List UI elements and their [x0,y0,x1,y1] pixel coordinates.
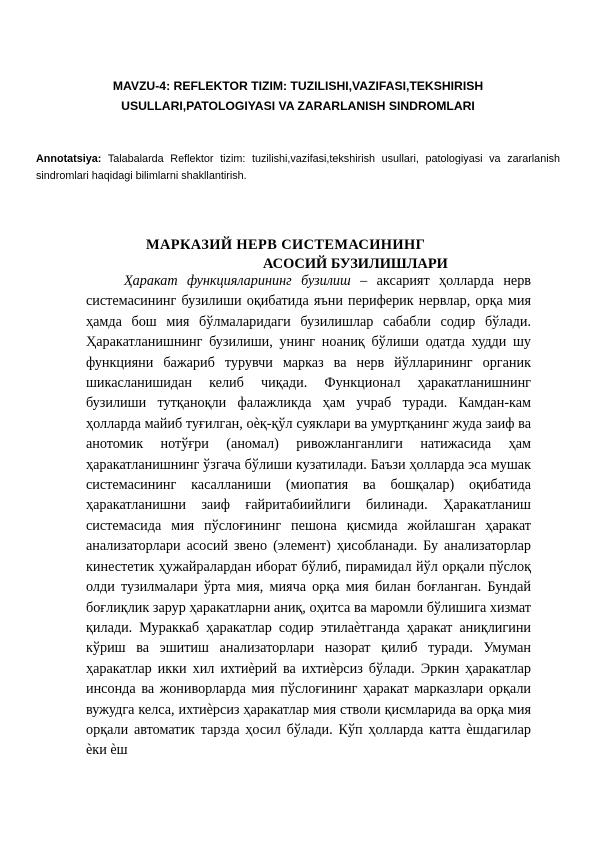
body-text: – аксарият ҳолларда нерв системасининг бузилиши оқибатида яъни периферик нервлар, орқа мия ҳамда бош мия бўлмаларидаги бузилишлар сабабли содир бўлади. Ҳаракатланишнинг бузилиши, унинг ноаниқ бўлиши одатда худди шу функцияни бажариб турувчи марказ ва нерв йўлларининг органик шикасланишидан келиб чиқади. Функционал ҳаракатланишнинг бузилиши тутқаноқли фалажликда ҳам учраб туради. Камдан-кам ҳолларда майиб туғилган, оѐқ-қўл суяклари ва умуртқанинг жуда заиф ва анотомик нотўғри (аномал) ривожланганлиги натижасида ҳам ҳаракатланишнинг ўзгача бўлиши кузатилади. Баъзи ҳолларда эса мушак системасининг касалланиши (миопатия ва бошқалар) оқибатида ҳаракатланишни заиф ғайритабиийлиги билинади. Ҳаракатланиш системасида мия пўслоғининг пешона қисмида жойлашган ҳаракат анализаторлари асосий звено (элемент) ҳисобланади. Бу анализаторлар кинестетик ҳужайралардан иборат бўлиб, пирамидал йўл орқали пўслоқ олди тузилмалари ўрта мия, мияча орқа мия билан боғланган. Бундай боғлиқлик зарур ҳаракатларни аниқ, оҳитса ва маромли бўлишига хизмат қилади. Мураккаб ҳаракатлар содир этилаѐтганда ҳаракат аниқлигини кўриш ва эшитиш анализаторлари назорат қилиб туради. Умуман ҳаракатлар икки хил ихтиѐрий ва ихтиѐрсиз бўлади. Эркин ҳаракатлар инсонда ва жониворларда мия пўслоғининг ҳаракат марказлари орқали вужудга келса, ихтиѐрсиз ҳаракатлар мия стволи қисмларида ва орқа мия орқали автоматик тарзда ҳосил бўлади. Кўп ҳолларда катта ѐшдагилар ѐки ѐш [86,273,532,759]
annotation-label: Annotatsiya: [36,153,102,165]
title-text: : REFLEKTOR TIZIM: TUZILISHI,VAZIFASI,TEKSHIRISH USULLARI,PATOLOGIYASI VA ZARARLANISH SINDROMLARI [121,79,484,113]
section-heading-line2: АСОСИЙ БУЗИЛИШЛАРИ [263,256,448,272]
section-heading-line1: МАРКАЗИЙ НЕРВ СИСТЕМАСИНИНГ [146,237,426,253]
annotation-text: Talabalarda Reflektor tizim: tuzilishi,vazifasi,tekshirish usullari, patologiyasi va zararlanish sindromlari haqidagi bilimlarni shakllantirish. [36,153,560,182]
document-title [70,76,526,116]
title-prefix: MAVZU-4 [112,79,167,93]
body-paragraph [86,271,531,761]
section-heading [70,236,556,274]
annotation-paragraph [36,151,560,185]
body-italic-lead: Ҳаракат функцияларининг бузилиш [124,273,351,289]
